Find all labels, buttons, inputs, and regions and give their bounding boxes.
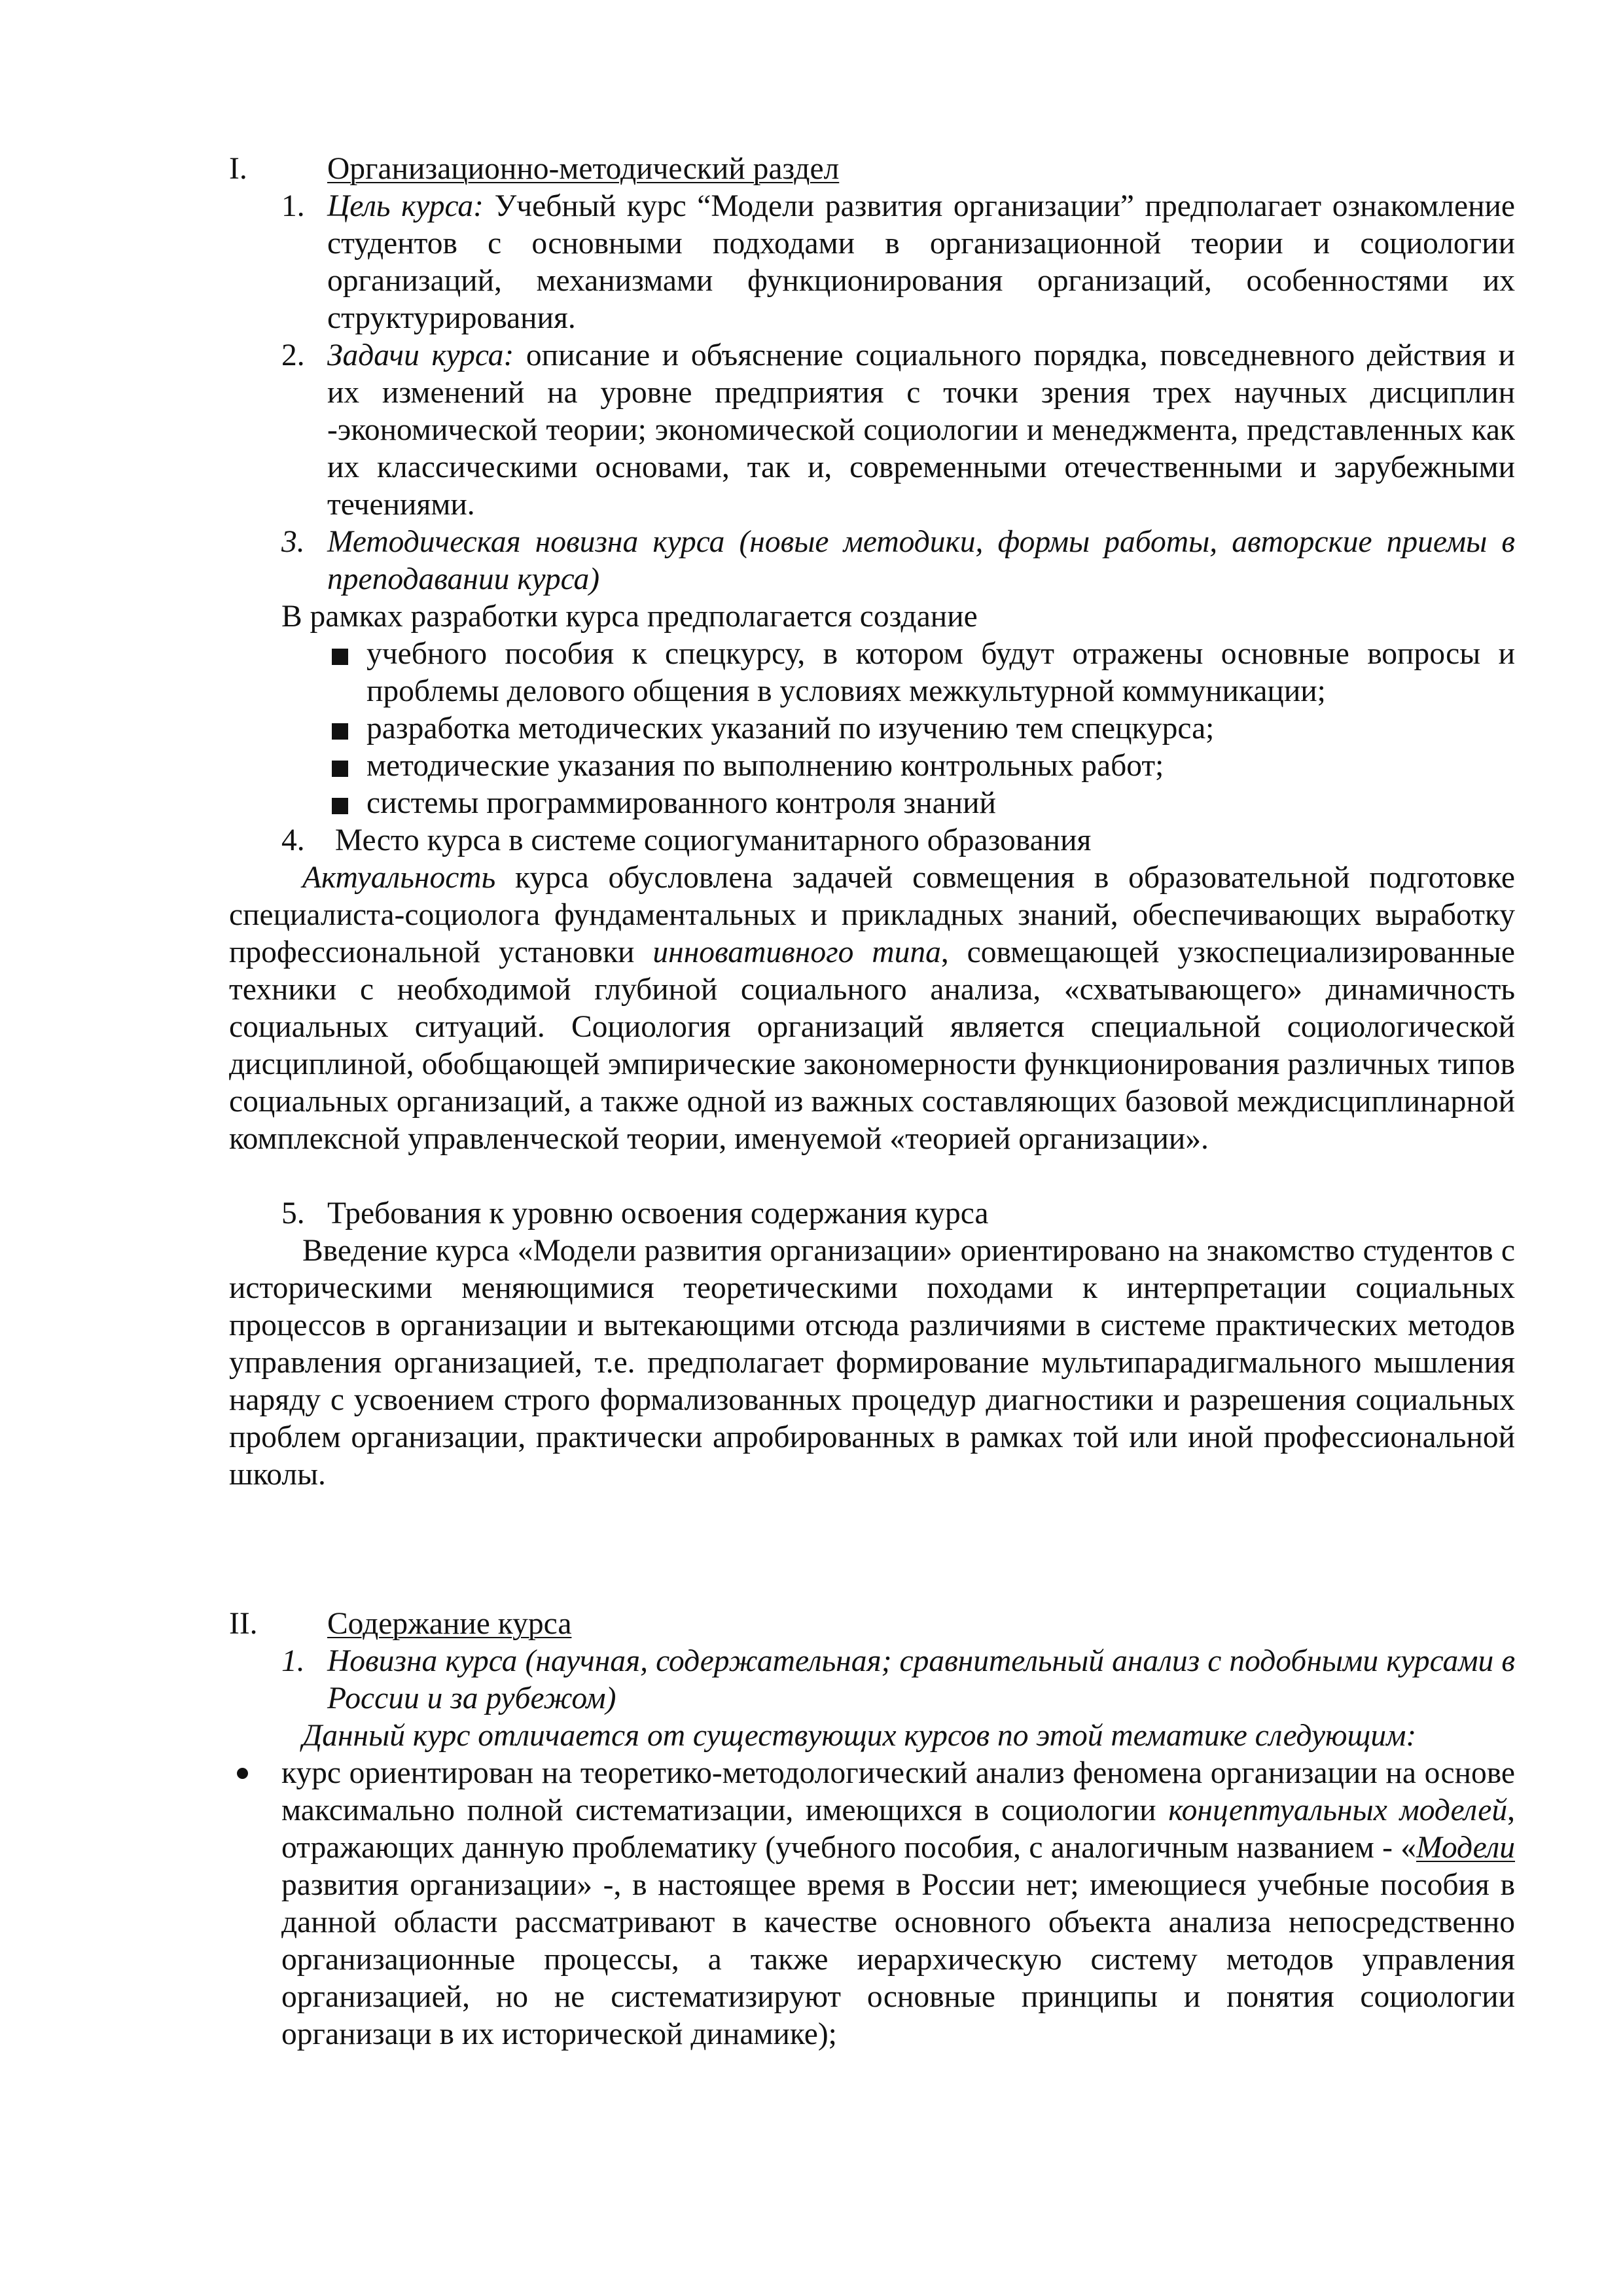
requirements-paragraph: Введение курса «Модели развития организации» ориентировано на знакомство студентов с историческими меняющимися теоретическими походами к интерпретации социальных процессов в организации и вытекающими отсюда различиями в системе практических методов управления организацией, т.е. предполагает формирование мультипарадигмального мышления наряду с усвоением строго формализованных процедур диагностики и разрешения социальных проблем организации, практически апробированных в рамках той или иной профессиональной школы. [229,1234,1515,1492]
bullet-item: методические указания по выполнению контрольных работ; [229,747,1515,785]
item-number: 1. [281,189,305,223]
methodical-novelty-item [229,524,1515,598]
square-bullet-icon [332,761,348,777]
requirements-title: Требования к уровню освоения содержания курса [327,1196,989,1230]
methodical-novelty-text: Методическая новизна курса (новые методики, формы работы, авторские приемы в преподавании курса) [327,525,1515,596]
section-2-title: Содержание курса [327,1607,572,1641]
item-number: 1. [281,1644,305,1678]
section-1-title: Организационно-методический раздел [327,152,840,186]
document-body [229,151,1515,2053]
section-2-heading [229,1605,1515,1643]
bullet-item: учебного пособия к спецкурсу, в котором будут отражены основные вопросы и проблемы делового общения в условиях межкультурной коммуникации; [229,636,1515,710]
course-goal-item [229,188,1515,337]
square-bullet-icon [332,723,348,740]
course-place-item [229,822,1515,859]
section-2-number: II. [229,1607,258,1641]
section-1-number: I. [229,152,247,186]
section-1-heading [229,151,1515,188]
course-place-text: Место курса в системе социогуманитарного образования [334,823,1092,857]
relevance-paragraph: Актуальность курса обусловлена задачей совмещения в образовательной подготовке специалиста-социолога фундаментальных и прикладных знаний, обеспечивающих выработку профессиональной установки инновативного типа, совмещающей узкоспециализированные техники с необходимой глубиной социального анализа, «схватывающего» динамичность социальных ситуаций. Социология организаций является специальной социологической дисциплиной, обобщающей эмпирические закономерности функционирования различных типов социальных организаций, а также одной из важных составляющих базовой междисциплинарной комплексной управленческой теории, именуемой «теорией организации». [229,861,1515,1156]
item-number: 3. [281,525,305,559]
course-tasks-text: Задачи курса: описание и объяснение социального порядка, повседневного действия и их изменений на уровне предприятия с точки зрения трех научных дисциплин -экономической теории; экономической социологии и менеджмента, представленных как их классическими основами, так и, современными отечественными и зарубежными течениями. [327,338,1515,522]
requirements-item [229,1195,1515,1232]
course-novelty-text: Новизна курса (научная, содержательная; сравнительный анализ с подобными курсами в России и за рубежом) [327,1644,1515,1715]
item-number: 5. [281,1196,305,1230]
course-goal-label: Цель курса: [327,189,484,223]
distinction-lead: Данный курс отличается от существующих курсов по этой тематике следующим: [302,1719,1417,1753]
course-goal-text: Цель курса: Учебный курс “Модели развития организации” предполагает ознакомление студентов с основными подходами в организационной теории и социологии организаций, механизмами функционирования организаций, особенностями их структурирования. [327,189,1515,335]
course-tasks-label: Задачи курса: [327,338,514,372]
course-novelty-item [229,1643,1515,1717]
bullet-item: разработка методических указаний по изучению тем спецкурса; [229,710,1515,747]
square-bullet-icon [332,798,348,814]
item-number: 4. [281,823,305,857]
square-bullet-icon [332,649,348,665]
distinction-bullet: курс ориентирован на теоретико-методологический анализ феномена организации на основе максимально полной систематизации, имеющихся в социологии концептуальных моделей, отражающих данную проблематику (учебного пособия, с аналогичным названием - «Модели развития организации» -, в настоящее время в России нет; имеющиеся учебные пособия в данной области рассматривают в качестве основного объекта анализа непосредственно организационные процессы, а также иерархическую систему методов управления организацией, но не систематизируют основные принципы и понятия социологии организаци в их исторической динамике); [229,1755,1515,2053]
course-tasks-item [229,337,1515,524]
item-number: 2. [281,338,305,372]
bullet-item: системы программированного контроля знаний [229,785,1515,822]
development-intro: В рамках разработки курса предполагается создание [281,600,978,634]
round-bullet-icon [237,1768,248,1779]
